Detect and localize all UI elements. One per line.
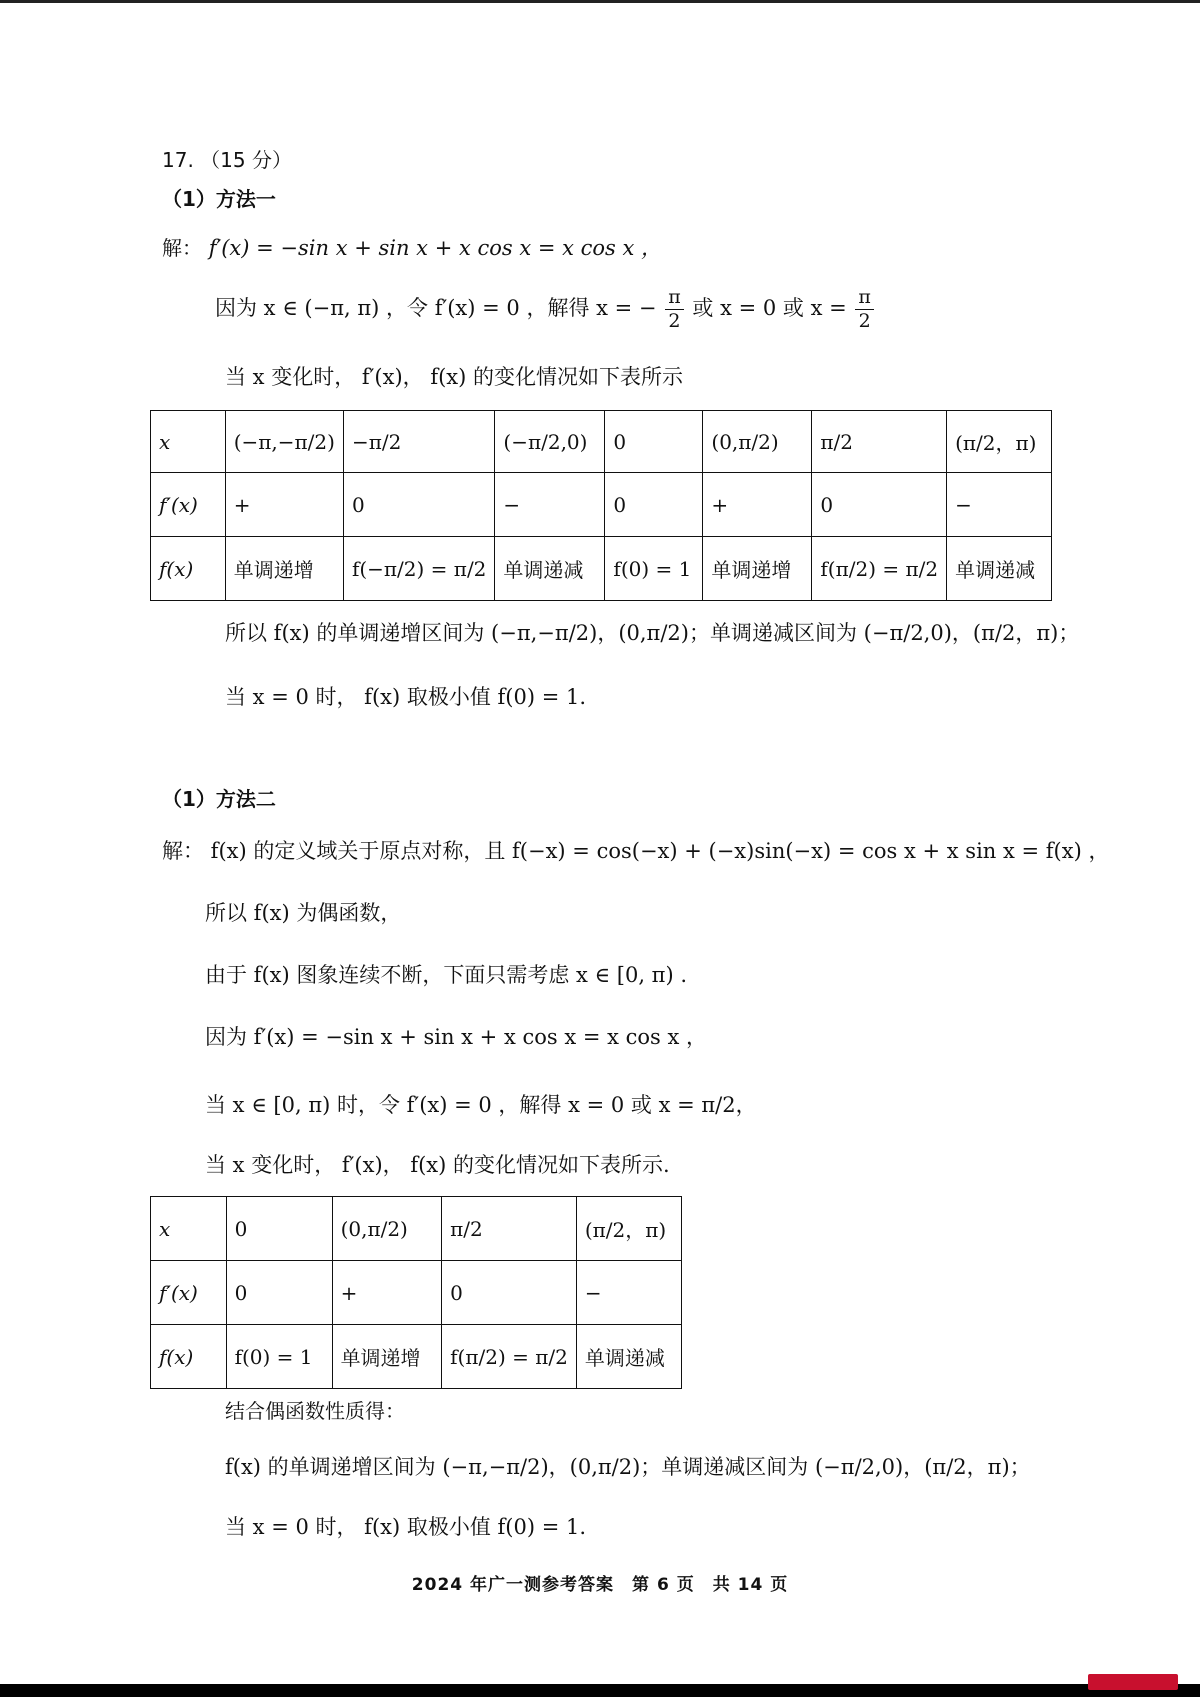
table-cell: 单调递减 — [576, 1325, 681, 1389]
table-row-f — [151, 1325, 682, 1389]
table-cell: 0 — [605, 411, 703, 473]
publisher-logo — [1088, 1674, 1178, 1690]
table-cell: 0 — [812, 473, 947, 537]
m2-conclusion-min: 当 x = 0 时， f(x) 取极小值 f(0) = 1. — [225, 1515, 587, 1539]
m2-line3: 由于 f(x) 图象连续不断，下面只需考虑 x ∈ [0, π) . — [205, 963, 688, 987]
method1-title: （1）方法一 — [162, 187, 276, 211]
table-cell: − — [495, 473, 605, 537]
m1-conclusion-min: 当 x = 0 时， f(x) 取极小值 f(0) = 1. — [225, 685, 587, 709]
table-cell: f(π/2) = π/2 — [812, 537, 947, 601]
table-cell: 单调递增 — [703, 537, 812, 601]
table-header-f: f(x) — [151, 1325, 227, 1389]
table-cell: f(−π/2) = π/2 — [343, 537, 494, 601]
table-cell: − — [576, 1261, 681, 1325]
m2-line4: 因为 f′(x) = −sin x + sin x + x cos x = x cos x ， — [205, 1025, 708, 1049]
table-cell: (−π/2,0) — [495, 411, 605, 473]
m2-line5: 当 x ∈ [0, π) 时，令 f′(x) = 0 ，解得 x = 0 或 x = π/2， — [205, 1093, 757, 1117]
variation-table-1 — [150, 410, 1052, 601]
table-header-x: x — [151, 411, 226, 473]
table-header-f: f(x) — [151, 537, 226, 601]
table-header-x: x — [151, 1197, 227, 1261]
m2-line1: 解： f(x) 的定义域关于原点对称，且 f(−x) = cos(−x) + (−x)sin(−x) = cos x + x sin x = f(x) ， — [162, 839, 1110, 863]
table-cell: 单调递减 — [947, 537, 1052, 601]
m2-line7: 结合偶函数性质得： — [225, 1399, 405, 1423]
table-row-x — [151, 1197, 682, 1261]
m1-line2-part-b: 或 x = 0 或 x = — [692, 296, 847, 320]
table-cell: f(0) = 1 — [605, 537, 703, 601]
table-cell: 单调递增 — [225, 537, 343, 601]
fraction-pi-over-2: $\frac{\pi}{2}$ — [855, 288, 874, 331]
table-cell: (π/2，π) — [947, 411, 1052, 473]
table-row-fprime — [151, 473, 1052, 537]
table-cell: f(π/2) = π/2 — [442, 1325, 577, 1389]
table-cell: 0 — [226, 1197, 332, 1261]
table-cell: 单调递减 — [495, 537, 605, 601]
table-cell: 0 — [343, 473, 494, 537]
variation-table-2 — [150, 1196, 682, 1389]
table-header-fprime: f′(x) — [151, 473, 226, 537]
m1-line3: 当 x 变化时， f′(x)， f(x) 的变化情况如下表所示 — [225, 365, 683, 389]
table-cell: π/2 — [812, 411, 947, 473]
table-cell: (−π,−π/2) — [225, 411, 343, 473]
table-cell: 单调递增 — [332, 1325, 442, 1389]
table-row-f — [151, 537, 1052, 601]
table-cell: π/2 — [442, 1197, 577, 1261]
top-border-line — [0, 0, 1200, 3]
table-header-fprime: f′(x) — [151, 1261, 227, 1325]
m2-line2: 所以 f(x) 为偶函数， — [205, 901, 402, 925]
table-cell: − — [947, 473, 1052, 537]
m1-derivative: f′(x) = −sin x + sin x + x cos x = x cos x ， — [208, 236, 663, 260]
table-row-fprime — [151, 1261, 682, 1325]
m1-line1 — [162, 233, 662, 263]
table-cell: f(0) = 1 — [226, 1325, 332, 1389]
m2-line6: 当 x 变化时， f′(x)， f(x) 的变化情况如下表所示. — [205, 1153, 670, 1177]
problem-score: （15 分） — [200, 148, 292, 172]
table-cell: 0 — [605, 473, 703, 537]
table-cell: + — [332, 1261, 442, 1325]
table-cell: (0,π/2) — [703, 411, 812, 473]
m1-line2-part-a: 因为 x ∈ (−π, π) ，令 f′(x) = 0 ，解得 x = − — [215, 296, 657, 320]
m1-line2 — [215, 288, 876, 331]
table-cell: 0 — [442, 1261, 577, 1325]
table-cell: + — [703, 473, 812, 537]
bottom-border-bar — [0, 1684, 1200, 1697]
table-cell: −π/2 — [343, 411, 494, 473]
table-cell: + — [225, 473, 343, 537]
table-cell: 0 — [226, 1261, 332, 1325]
fraction-pi-over-2: $\frac{\pi}{2}$ — [665, 288, 684, 331]
problem-header — [162, 145, 292, 175]
page-footer: 2024 年广一测参考答案 第 6 页 共 14 页 — [411, 1575, 789, 1595]
table-cell: (π/2，π) — [576, 1197, 681, 1261]
method2-title: （1）方法二 — [162, 787, 276, 811]
solve-label: 解： — [162, 236, 202, 260]
problem-number: 17. — [162, 148, 194, 172]
m2-conclusion-intervals: f(x) 的单调递增区间为 (−π,−π/2)，(0,π/2)；单调递减区间为 (−π/2,0)，(π/2，π)； — [225, 1455, 1031, 1479]
m1-conclusion-intervals: 所以 f(x) 的单调递增区间为 (−π,−π/2)，(0,π/2)；单调递减区间为 (−π/2,0)，(π/2，π)； — [225, 621, 1080, 645]
table-cell: (0,π/2) — [332, 1197, 442, 1261]
table-row-x — [151, 411, 1052, 473]
